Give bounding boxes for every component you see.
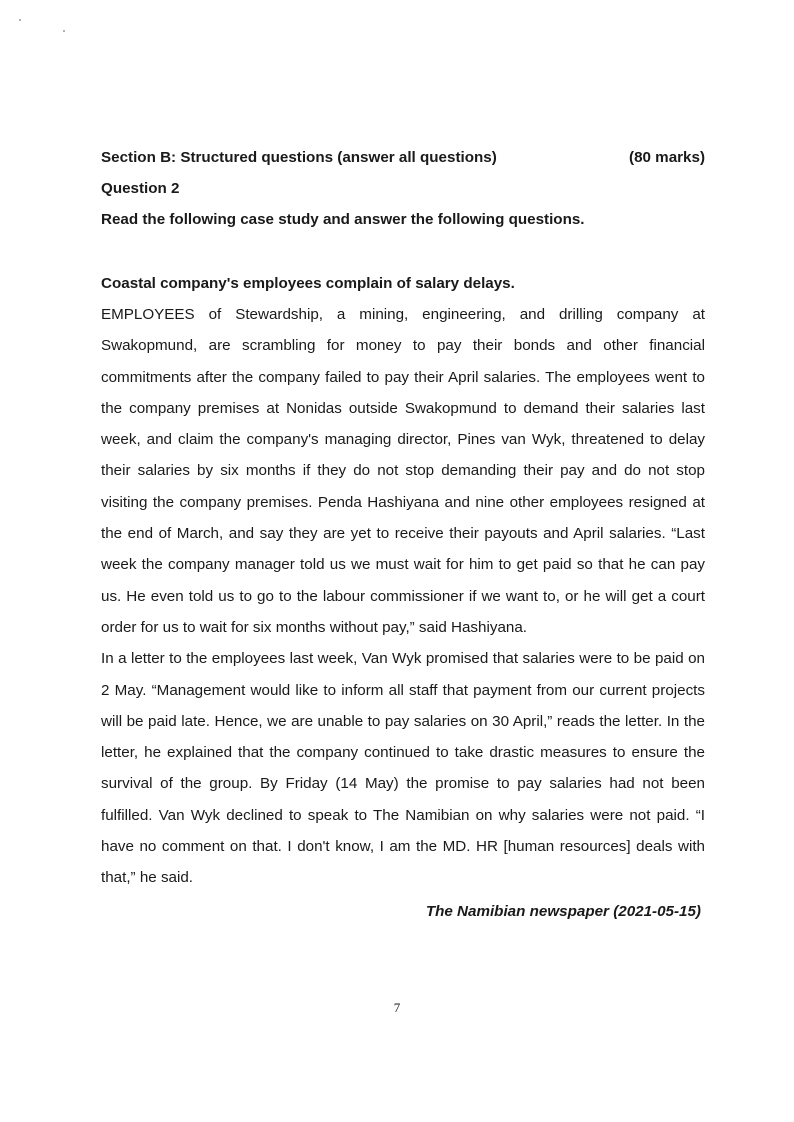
section-title: Section B: Structured questions (answer all questions) <box>101 149 497 166</box>
article-paragraph: EMPLOYEES of Stewardship, a mining, engineering, and drilling company at Swakopmund, are scrambling for money to pay their bonds and other financial commitments after the company failed to pay their April salaries. The employees went to the company premises at Nonidas outside Swakopmund to demand their salaries last week, and claim the company's managing director, Pines van Wyk, threatened to delay their salaries by six months if they do not stop demanding their pay and do not stop visiting the company premises. Penda Hashiyana and nine other employees resigned at the end of March, and say they are yet to receive their payouts and April salaries. “Last week the company manager told us we must wait for him to get paid so that he can pay us. He even told us to go to the labour commissioner if we want to, or he will get a court order for us to wait for six months without pay,” said Hashiyana. <box>101 306 705 636</box>
page-content <box>101 142 705 927</box>
scan-speck <box>63 30 65 32</box>
section-marks: (80 marks) <box>629 149 705 166</box>
scan-speck <box>19 19 21 21</box>
article-body <box>101 299 705 894</box>
section-header <box>101 142 705 173</box>
article-paragraph: In a letter to the employees last week, Van Wyk promised that salaries were to be paid on 2 May. “Management would like to inform all staff that payment from our current projects will be paid late. Hence, we are unable to pay salaries on 30 April,” reads the letter. In the letter, he explained that the company continued to take drastic measures to ensure the survival of the group. By Friday (14 May) the promise to pay salaries had not been fulfilled. Van Wyk declined to speak to The Namibian on why salaries were not paid. “I have no comment on that. I don't know, I am the MD. HR [human resources] deals with that,” he said. <box>101 650 705 887</box>
article-headline: Coastal company's employees complain of salary delays. <box>101 275 515 292</box>
page-number: 7 <box>393 1000 401 1015</box>
question-number: Question 2 <box>101 180 180 197</box>
article-source: The Namibian newspaper (2021-05-15) <box>425 902 701 920</box>
question-instruction: Read the following case study and answer the following questions. <box>101 211 585 228</box>
blank-line <box>101 235 705 266</box>
